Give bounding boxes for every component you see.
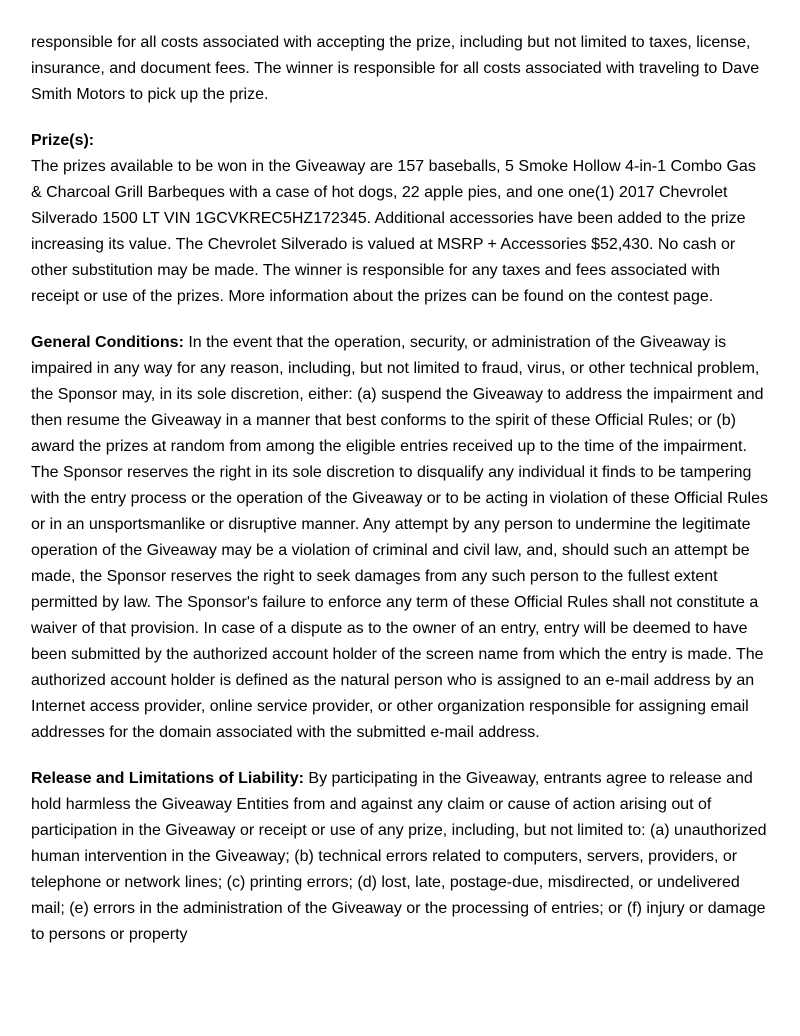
paragraph-general-conditions xyxy=(31,330,770,746)
prizes-heading: Prize(s): xyxy=(31,132,95,149)
paragraph-prize-costs-text: responsible for all costs associated with accepting the prize, including but not limited to taxes, license, insurance, and document fees. The winner is responsible for all costs associated with traveling to Dave Smith Motors to pick up the prize. xyxy=(31,34,760,103)
paragraph-prizes-text: The prizes available to be won in the Giveaway are 157 baseballs, 5 Smoke Hollow 4-in-1 Combo Gas & Charcoal Grill Barbeques with a case of hot dogs, 22 apple pies, and one one(1) 2017 Chevrolet Silverado 1500 LT VIN 1GCVKREC5HZ172345. Additional accessories have been added to the prize increasing its value. The Chevrolet Silverado is valued at MSRP + Accessories $52,430. No cash or other substitution may be made. The winner is responsible for any taxes and fees associated with receipt or use of the prizes. More information about the prizes can be found on the contest page. xyxy=(31,158,756,305)
paragraph-release-liability xyxy=(31,766,770,948)
paragraph-release-liability-text: By participating in the Giveaway, entrants agree to release and hold harmless the Giveaway Entities from and against any claim or cause of action arising out of participation in the Giveaway or receipt or use of any prize, including, but not limited to: (a) unauthorized human intervention in the Giveaway; (b) technical errors related to computers, servers, providers, or telephone or network lines; (c) printing errors; (d) lost, late, postage-due, misdirected, or undelivered mail; (e) errors in the administration of the Giveaway or the processing of entries; or (f) injury or damage to persons or property xyxy=(31,770,767,943)
paragraph-prize-costs xyxy=(31,30,770,108)
release-liability-heading: Release and Limitations of Liability: xyxy=(31,770,304,787)
paragraph-prizes xyxy=(31,128,770,310)
general-conditions-heading: General Conditions: xyxy=(31,334,184,351)
paragraph-general-conditions-text: In the event that the operation, security, or administration of the Giveaway is impaired in any way for any reason, including, but not limited to fraud, virus, or other technical problem, the Sponsor may, in its sole discretion, either: (a) suspend the Giveaway to address the impairment and then resume the Giveaway in a manner that best conforms to the spirit of these Official Rules; or (b) award the prizes at random from among the eligible entries received up to the time of the impairment. The Sponsor reserves the right in its sole discretion to disqualify any individual it finds to be tampering with the entry process or the operation of the Giveaway or to be acting in violation of these Official Rules or in an unsportsmanlike or disruptive manner. Any attempt by any person to undermine the legitimate operation of the Giveaway may be a violation of criminal and civil law, and, should such an attempt be made, the Sponsor reserves the right to seek damages from any such person to the fullest extent permitted by law. The Sponsor's failure to enforce any term of these Official Rules shall not constitute a waiver of that provision. In case of a dispute as to the owner of an entry, entry will be deemed to have been submitted by the authorized account holder of the screen name from which the entry is made. The authorized account holder is defined as the natural person who is assigned to an e-mail address by an Internet access provider, online service provider, or other organization responsible for assigning email addresses for the domain associated with the submitted e-mail address. xyxy=(31,334,768,741)
